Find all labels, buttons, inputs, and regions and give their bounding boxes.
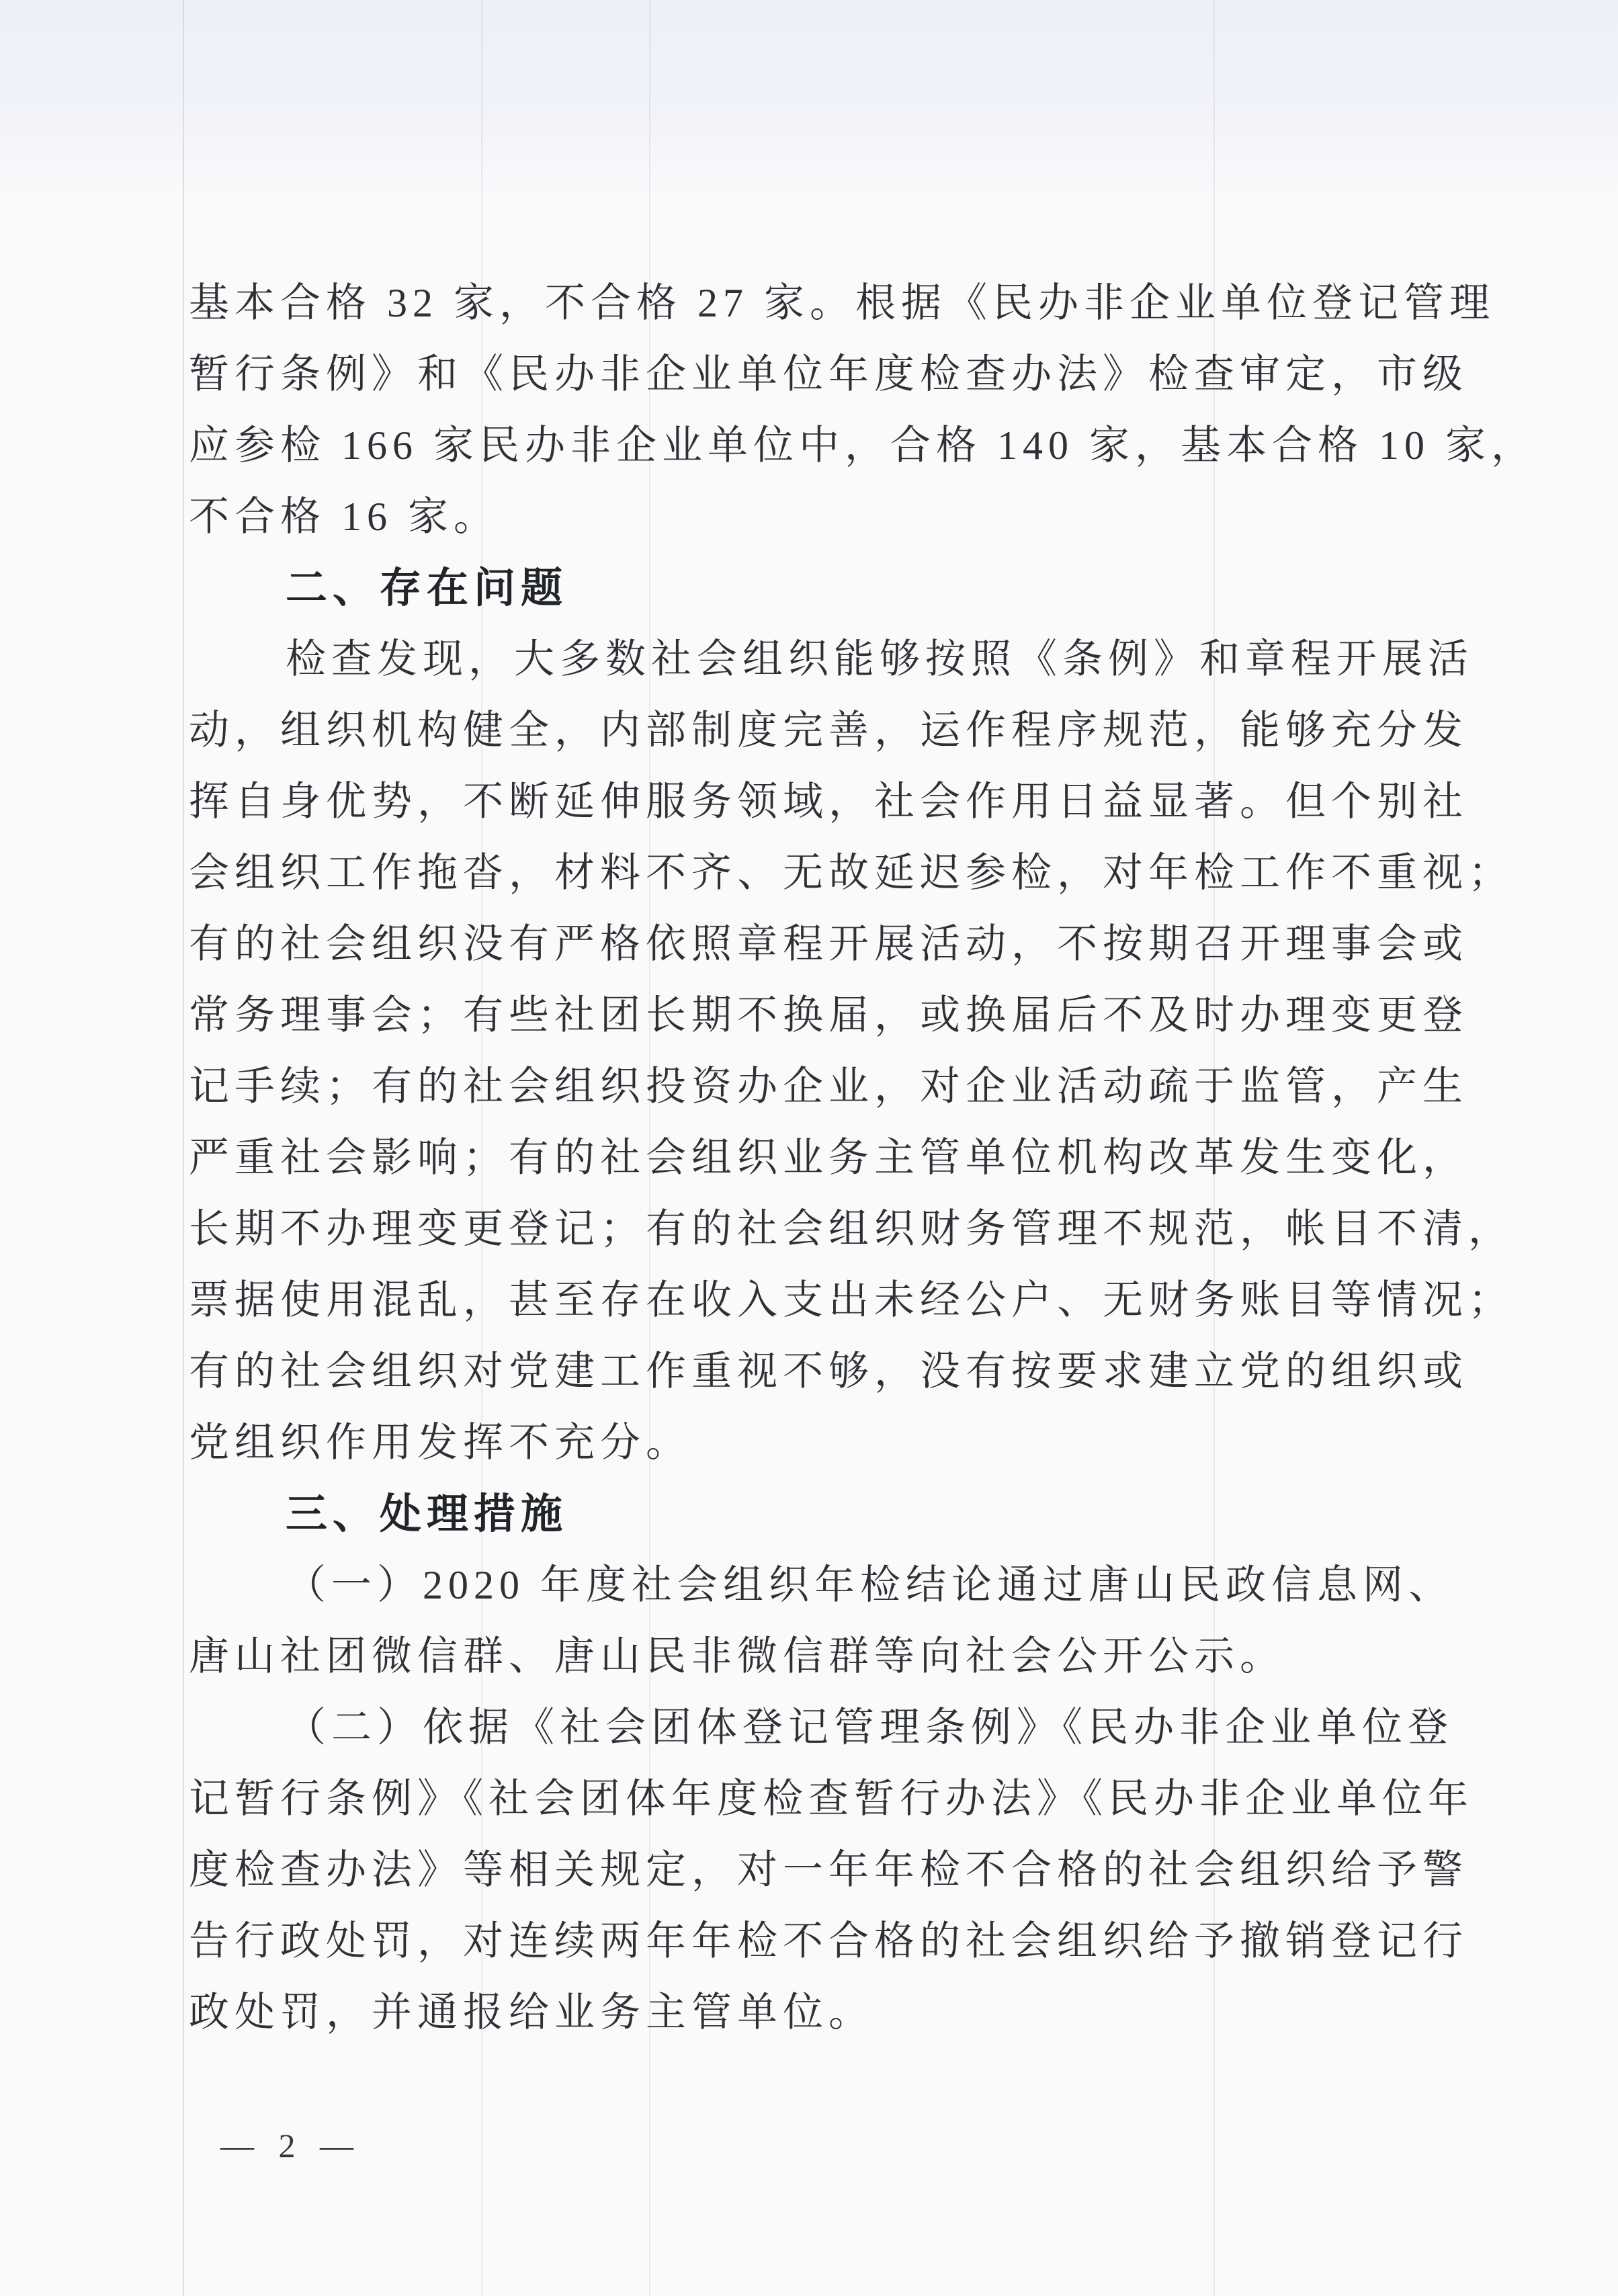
text-line: 唐山社团微信群、唐山民非微信群等向社会公开公示。 — [189, 1634, 1285, 1678]
text-line: 检查发现，大多数社会组织能够按照《条例》和章程开展活 — [286, 637, 1474, 681]
text-line: 应参检 166 家民办非企业单位中，合格 140 家，基本合格 10 家， — [189, 423, 1537, 468]
text-line: 有的社会组织对党建工作重视不够，没有按要求建立党的组织或 — [189, 1349, 1468, 1394]
text-line: 长期不办理变更登记；有的社会组织财务管理不规范，帐目不清， — [189, 1207, 1514, 1251]
text-line: 记手续；有的社会组织投资办企业，对企业活动疏于监管，产生 — [189, 1064, 1468, 1109]
text-line: 基本合格 32 家，不合格 27 家。根据《民办非企业单位登记管理 — [189, 281, 1495, 325]
section-heading: 二、存在问题 — [286, 563, 568, 612]
text-line: 度检查办法》等相关规定，对一年年检不合格的社会组织给予警 — [189, 1848, 1468, 1892]
text-line: （一）2020 年度社会组织年检结论通过唐山民政信息网、 — [286, 1563, 1454, 1607]
text-line: 有的社会组织没有严格依照章程开展活动，不按期召开理事会或 — [189, 922, 1468, 966]
text-line: 记暂行条例》《社会团体年度检查暂行办法》《民办非企业单位年 — [189, 1777, 1474, 1821]
text-line: 党组织作用发挥不充分。 — [189, 1420, 691, 1465]
text-line: 票据使用混乱，甚至存在收入支出未经公户、无财务账目等情况； — [189, 1278, 1514, 1322]
text-line: 严重社会影响；有的社会组织业务主管单位机构改革发生变化， — [189, 1136, 1468, 1180]
text-line: 会组织工作拖沓，材料不齐、无故延迟参检，对年检工作不重视； — [189, 851, 1514, 895]
page-number: — 2 — — [220, 2127, 361, 2164]
text-line: 不合格 16 家。 — [189, 495, 499, 539]
section-heading: 三、处理措施 — [286, 1489, 568, 1538]
text-line: （二）依据《社会团体登记管理条例》《民办非企业单位登 — [286, 1705, 1453, 1750]
scan-artifact-line — [183, 0, 184, 2296]
text-line: 常务理事会；有些社团长期不换届，或换届后不及时办理变更登 — [189, 993, 1468, 1037]
document-body — [189, 267, 1537, 2048]
text-line: 挥自身优势，不断延伸服务领域，社会作用日益显著。但个别社 — [189, 779, 1468, 824]
text-line: 暂行条例》和《民办非企业单位年度检查办法》检查审定，市级 — [189, 352, 1468, 396]
text-line: 动，组织机构健全，内部制度完善，运作程序规范，能够充分发 — [189, 708, 1468, 753]
text-line: 政处罚，并通报给业务主管单位。 — [189, 1990, 874, 2035]
text-line: 告行政处罚，对连续两年年检不合格的社会组织给予撤销登记行 — [189, 1919, 1468, 1963]
